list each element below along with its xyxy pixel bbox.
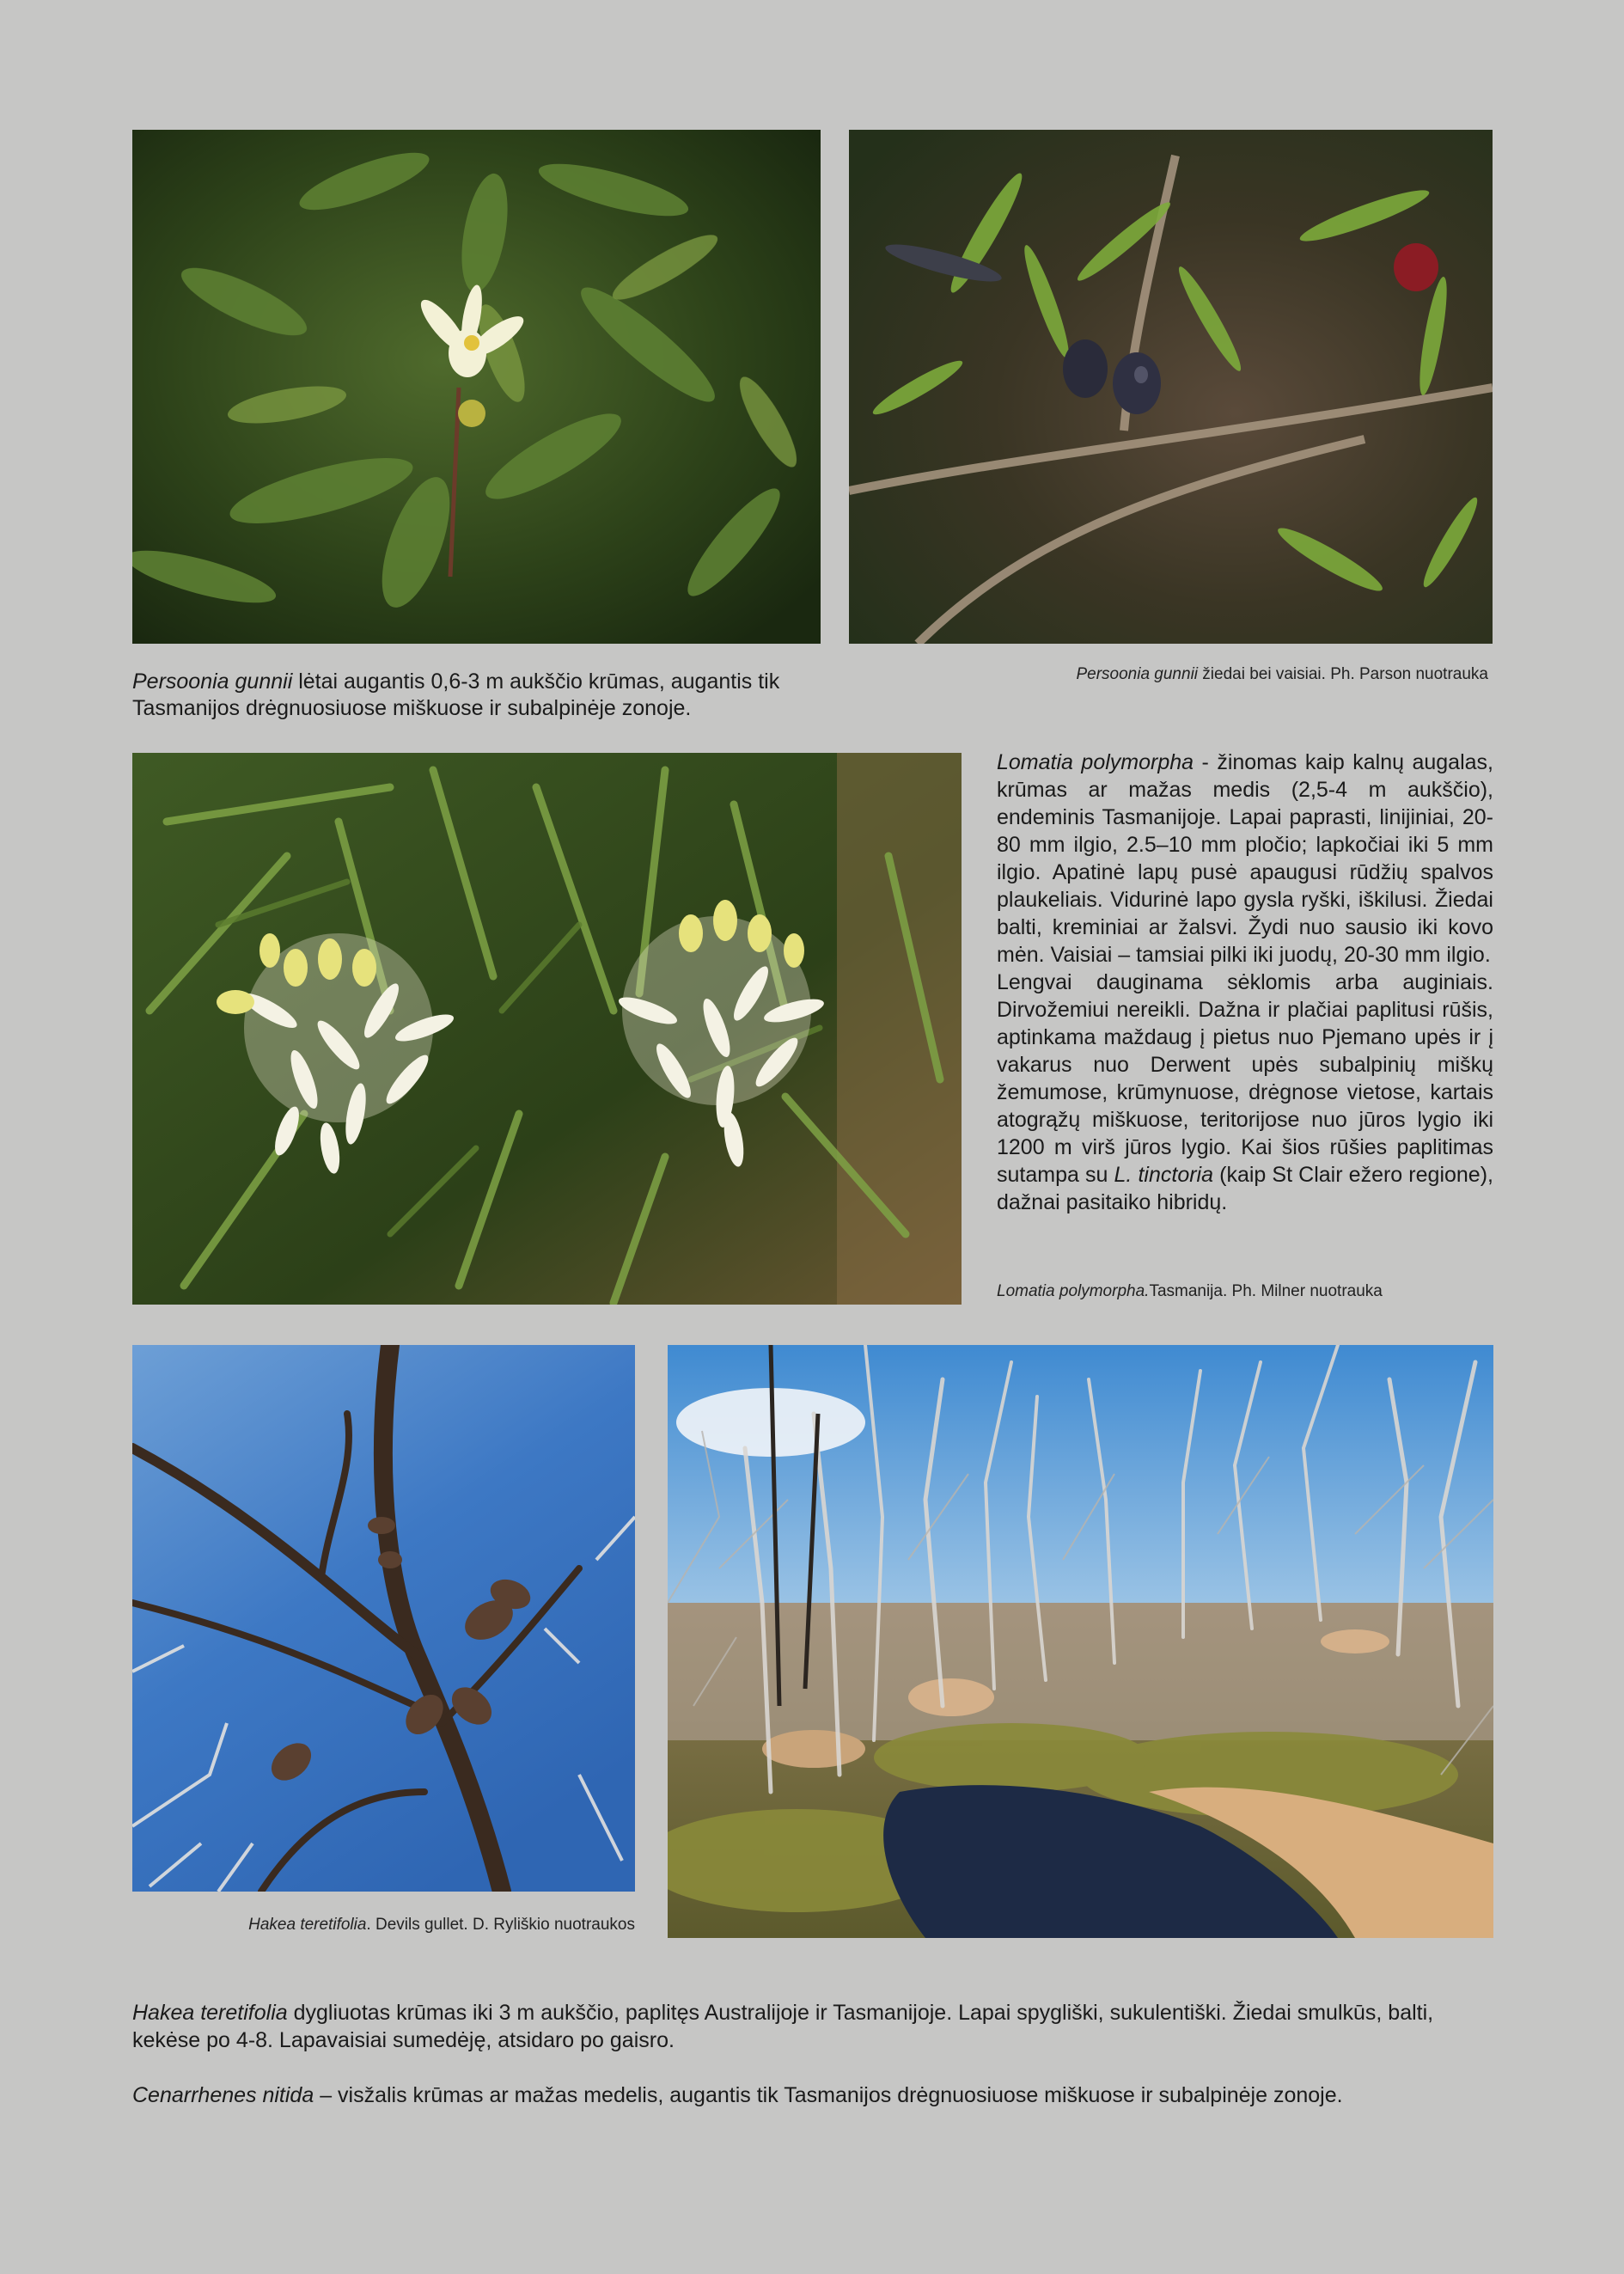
lomatia-photo-credit bbox=[997, 1281, 1493, 1303]
persoonia-photo-credit bbox=[945, 664, 1488, 686]
cenarrhenes-description bbox=[132, 2081, 1493, 2109]
hakea-description bbox=[132, 1999, 1493, 2054]
lomatia-paragraph-1-text: - žinomas kaip kalnų augalas, krūmas ar mažas medis (2,5-4 m aukščio), endeminis Tasmanijoje. Lapai paprasti, linijiniai, 20-80 mm ilgio, 2.5–10 mm pločio; lapkočiai iki 5 mm ilgio. Apatinė lapų pusė apaugusi rūdžių spalvos plaukeliais. Vidurinė lapo gysla ryški, iškilusi. Žiedai balti, kreminiai ar žalsvi. Žydi nuo sausio iki kovo mėn. Vaisiai – tamsiai pilki iki juodų, 20-30 mm ilgio. bbox=[997, 750, 1493, 967]
lomatia-paragraph-2-text-a: Lengvai dauginama sėklomis arba auginiais. Dirvožemiui nereikli. Dažna ir plačiai paplitusi rūšis, aptinkama maždaug į pietus nuo Pjemano upės ir į vakarus nuo Derwent upės subalpinių miškų žemumose, krūmynuose, drėgnose vietose, kartais atogrąžų miškuose, teritorijose nuo jūros lygio iki 1200 m virš jūros lygio. Kai šios rūšies paplitimas sutampa su bbox=[997, 970, 1493, 1187]
persoonia-caption-text: lėtai augantis 0,6-3 m aukščio krūmas, augantis tik Tasmanijos drėgnuosiuose miškuose ir subalpinėje zonoje. bbox=[132, 669, 780, 720]
lomatia-tinctoria-name: L. tinctoria bbox=[1114, 1163, 1214, 1187]
hakea-credit-text: . Devils gullet. D. Ryliškio nuotraukos bbox=[366, 1916, 635, 1934]
lomatia-paragraph-1 bbox=[997, 749, 1493, 969]
hakea-credit-species: Hakea teretifolia bbox=[248, 1916, 367, 1934]
persoonia-caption-species: Persoonia gunnii bbox=[132, 669, 293, 694]
persoonia-credit-species: Persoonia gunnii bbox=[1076, 665, 1199, 683]
cenarrhenes-description-text: – visžalis krūmas ar mažas medelis, augantis tik Tasmanijos drėgnuosiuose miškuose ir subalpinėje zonoje. bbox=[314, 2083, 1343, 2107]
lomatia-paragraph-2 bbox=[997, 969, 1493, 1216]
persoonia-credit-text: žiedai bei vaisiai. Ph. Parson nuotrauka bbox=[1198, 665, 1488, 683]
persoonia-fruits-photo bbox=[849, 130, 1493, 644]
lomatia-credit-species: Lomatia polymorpha. bbox=[997, 1282, 1150, 1300]
persoonia-flower-photo bbox=[132, 130, 821, 644]
lomatia-description bbox=[997, 749, 1493, 1216]
lomatia-paragraph-2-text-b: (kaip St Clair ežero regione), dažnai pasitaiko hibridų. bbox=[997, 1163, 1493, 1214]
hakea-photo-credit bbox=[132, 1915, 635, 1936]
lomatia-flowers-photo bbox=[132, 753, 962, 1305]
lomatia-species-name: Lomatia polymorpha bbox=[997, 750, 1194, 774]
hakea-species-name: Hakea teretifolia bbox=[132, 2001, 288, 2025]
hakea-branch-photo bbox=[132, 1345, 635, 1892]
lomatia-credit-text: Tasmanija. Ph. Milner nuotrauka bbox=[1149, 1282, 1383, 1300]
devils-gullet-landscape-photo bbox=[668, 1345, 1493, 1938]
hakea-description-text: dygliuotas krūmas iki 3 m aukščio, paplitęs Australijoje ir Tasmanijoje. Lapai spygliški, sukulentiški. Žiedai smulkūs, balti, kekėse po 4-8. Lapavaisiai sumedėję, atsidaro po gaisro. bbox=[132, 2001, 1434, 2052]
persoonia-caption bbox=[132, 669, 837, 722]
cenarrhenes-species-name: Cenarrhenes nitida bbox=[132, 2083, 314, 2107]
